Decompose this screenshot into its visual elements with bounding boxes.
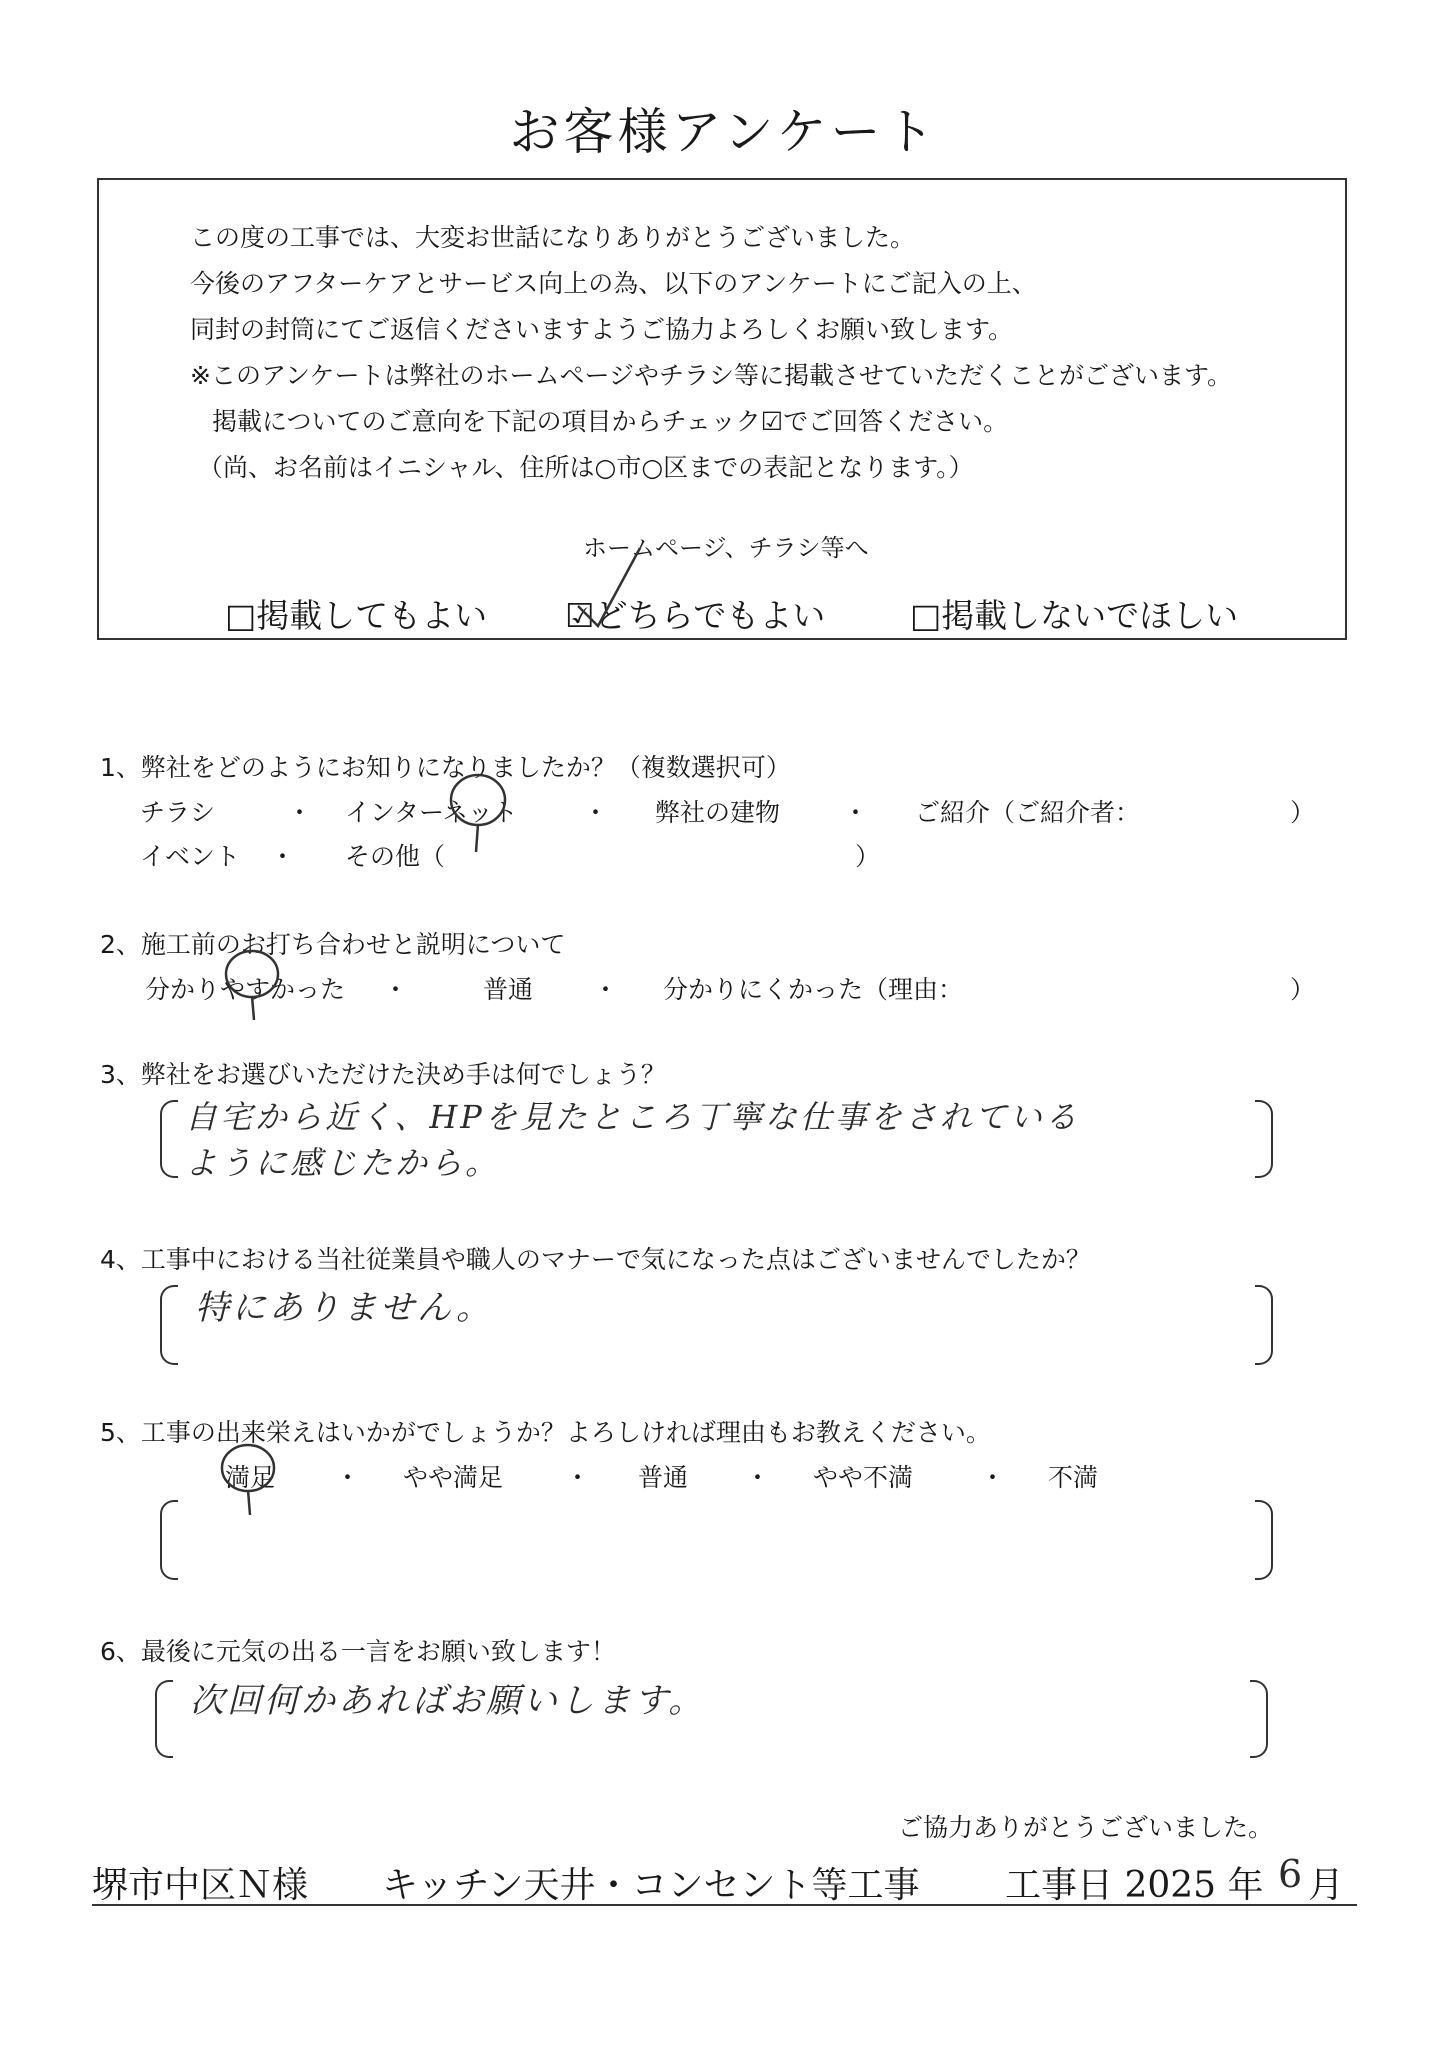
intro-line-2: 今後のアフターケアとサービス向上の為、以下のアンケートにご記入の上、 (190, 269, 1037, 298)
q5-choice-somewhat-satisfied[interactable]: やや満足 (403, 1463, 504, 1492)
q1-separator: ・ (287, 798, 313, 827)
q1-separator: ・ (843, 798, 869, 827)
q5-choice-somewhat-unsatisfied[interactable]: やや不満 (813, 1463, 914, 1492)
footer-month-suffix: 月 (1308, 1865, 1345, 1906)
q5-separator: ・ (980, 1463, 1006, 1492)
intro-line-4: ※このアンケートは弊社のホームページやチラシ等に掲載させていただくことがございます。 (190, 361, 1232, 390)
q2-choice-easy[interactable]: 分かりやすかった (145, 975, 346, 1004)
q2-choice-normal[interactable]: 普通 (483, 975, 534, 1004)
q5-separator: ・ (745, 1463, 771, 1492)
q3-handwritten-answer-line-1: 自宅から近く、HPを見たところ丁寧な仕事をされている (185, 1098, 1080, 1136)
q2-selection-tail (252, 996, 254, 1020)
q6-handwritten-answer: 次回何かあればお願いします。 (190, 1681, 706, 1721)
q1-other-close: ） (855, 842, 881, 871)
question-1-label: 1、弊社をどのようにお知りになりましたか？（複数選択可） (100, 753, 791, 782)
footer-date: 工事日 2025 年 (1005, 1865, 1264, 1906)
footer-customer: 堺市中区Ｎ様 (92, 1865, 309, 1906)
q1-referral-close: ） (1290, 798, 1316, 827)
consent-check-mark (578, 548, 640, 626)
q5-separator: ・ (335, 1463, 361, 1492)
q5-selection-mark (222, 1445, 274, 1491)
page-title: お客様アンケート (509, 103, 939, 161)
question-3-label: 3、弊社をお選びいただけた決め手は何でしょう？ (100, 1060, 666, 1089)
q5-choice-normal[interactable]: 普通 (638, 1463, 689, 1492)
q1-selection-mark (451, 775, 505, 825)
q1-choice-building[interactable]: 弊社の建物 (655, 798, 781, 827)
q5-selection-tail (248, 1490, 250, 1515)
q1-separator: ・ (583, 798, 609, 827)
q1-selection-tail (476, 824, 478, 852)
consent-option-allow[interactable]: □掲載してもよい (225, 596, 488, 635)
consent-option-deny[interactable]: □掲載しないでほしい (910, 596, 1239, 635)
q2-separator: ・ (593, 975, 619, 1004)
question-2-label: 2、施工前のお打ち合わせと説明について (100, 930, 566, 959)
question-4-label: 4、工事中における当社従業員や職人のマナーで気になった点はございませんでしたか？ (100, 1245, 1091, 1274)
question-5-label: 5、工事の出来栄えはいかがでしょうか？よろしければ理由もお教えください。 (100, 1418, 991, 1447)
q2-choice-hard[interactable]: 分かりにくかった（理由： (663, 975, 964, 1004)
consent-heading: ホームページ、チラシ等へ (583, 534, 869, 562)
q1-choice-other[interactable]: その他（ (345, 842, 446, 871)
q1-choice-internet[interactable]: インターネット (345, 798, 518, 827)
footer-work: キッチン天井・コンセント等工事 (382, 1865, 920, 1906)
q1-separator: ・ (270, 842, 296, 871)
q5-separator: ・ (565, 1463, 591, 1492)
intro-line-1: この度の工事では、大変お世話になりありがとうございました。 (190, 223, 916, 252)
question-6-label: 6、最後に元気の出る一言をお願い致します！ (100, 1637, 616, 1666)
q5-choice-unsatisfied[interactable]: 不満 (1048, 1463, 1099, 1492)
q1-choice-referral[interactable]: ご紹介（ご紹介者： (915, 798, 1141, 827)
q1-choice-event[interactable]: イベント (140, 842, 241, 871)
q2-reason-close: ） (1290, 975, 1316, 1004)
q2-selection-mark (226, 951, 278, 997)
intro-line-3: 同封の封筒にてご返信くださいますようご協力よろしくお願い致します。 (190, 315, 1014, 344)
consent-option-either[interactable]: ☑どちらでもよい (565, 596, 826, 635)
q4-handwritten-answer: 特にありません。 (195, 1288, 494, 1328)
thanks-note: ご協力ありがとうございました。 (898, 1813, 1274, 1842)
q3-handwritten-answer-line-2: ように感じたから。 (185, 1144, 501, 1182)
intro-line-6: （尚、お名前はイニシャル、住所は○市○区までの表記となります。） (198, 453, 974, 482)
q5-choice-satisfied[interactable]: 満足 (225, 1463, 276, 1492)
intro-line-5: 掲載についてのご意向を下記の項目からチェック☑でご回答ください。 (212, 407, 1009, 436)
footer-month-handwritten: 6 (1278, 1852, 1306, 1896)
q1-choice-flyer[interactable]: チラシ (140, 798, 216, 827)
q2-separator: ・ (383, 975, 409, 1004)
